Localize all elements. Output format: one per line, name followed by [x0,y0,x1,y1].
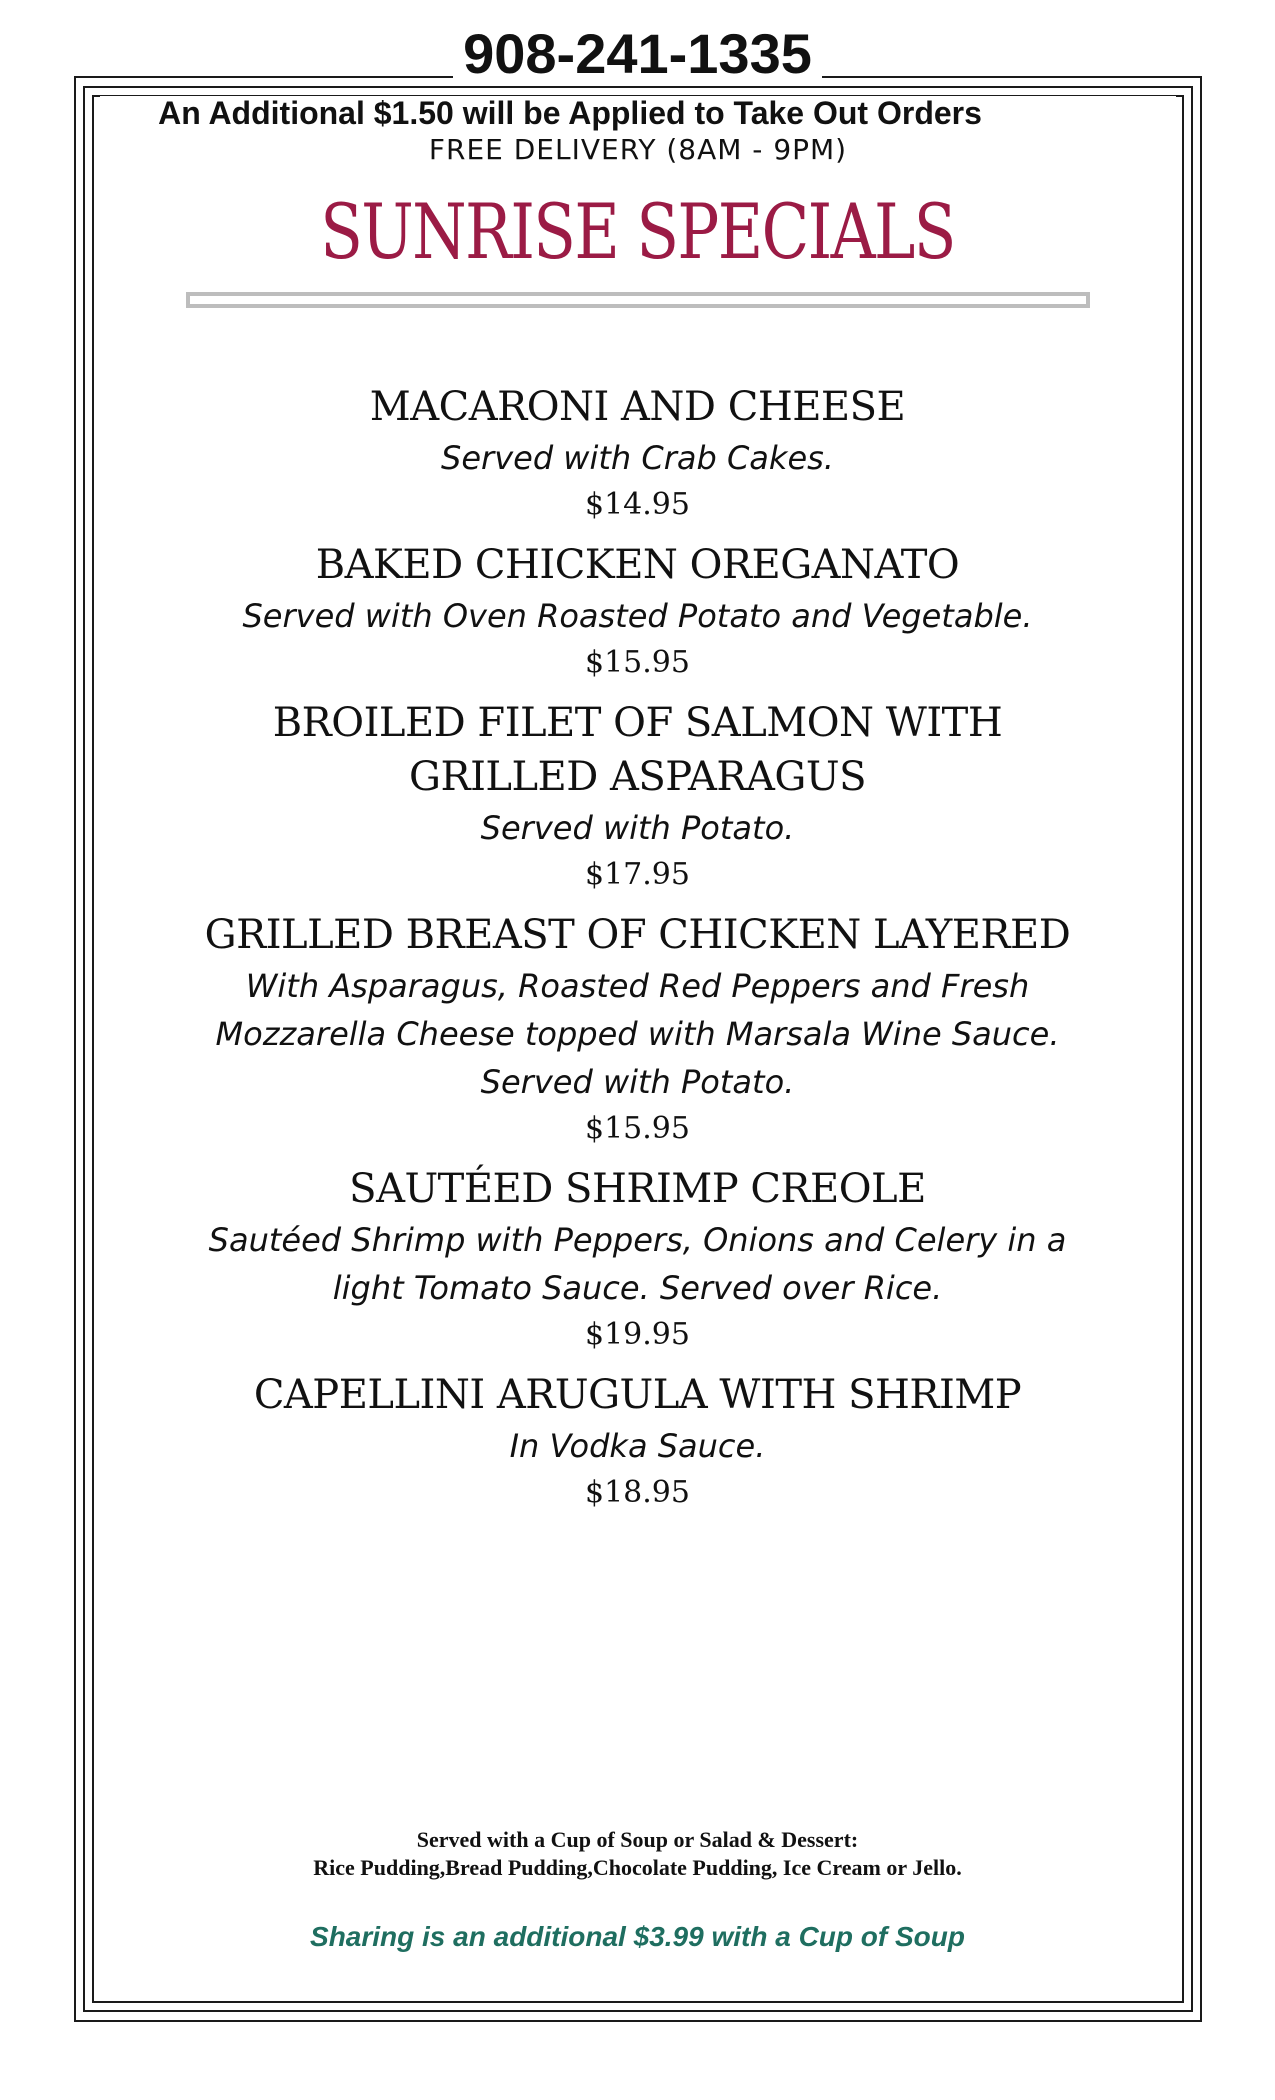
item-name: BROILED FILET OF SALMON WITH GRILLED ASPARAGUS [272,700,1003,800]
item-price: $17.95 [585,857,690,892]
served-line-1: Served with a Cup of Soup or Salad & Dessert: [416,1827,859,1852]
item-description: Served with Potato. [480,1063,795,1101]
phone-text: 908-241-1335 [453,22,822,85]
item-name: SAUTÉED SHRIMP CREOLE [349,1166,926,1212]
phone-number [0,22,1275,86]
item-description: Mozzarella Cheese topped with Marsala Wine Sauce. [215,1015,1060,1053]
item-name: BAKED CHICKEN OREGANATO [315,542,960,588]
item-price: $15.95 [585,1111,690,1146]
served-with-note [0,1826,1275,1882]
menu-item [180,1162,1095,1358]
item-name: CAPELLINI ARUGULA WITH SHRIMP [253,1372,1022,1418]
item-price: $19.95 [585,1317,690,1352]
menu-item [180,1368,1095,1516]
title-divider [186,292,1090,308]
sharing-note: Sharing is an additional $3.99 with a Cup of Soup [310,1921,965,1952]
delivery-notice: FREE DELIVERY (8AM - 9PM) [428,133,848,166]
item-description: Served with Potato. [480,809,795,847]
item-name: MACARONI AND CHEESE [369,384,906,430]
item-description: Served with Crab Cakes. [441,439,834,477]
item-name: GRILLED BREAST OF CHICKEN LAYERED [204,912,1071,958]
takeout-notice: An Additional $1.50 will be Applied to Take Out Orders [158,95,982,131]
item-description: In Vodka Sauce. [509,1427,766,1465]
page-title: SUNRISE SPECIALS [320,187,955,276]
menu-item [180,538,1095,686]
served-line-2: Rice Pudding,Bread Pudding,Chocolate Pudding, Ice Cream or Jello. [313,1855,962,1880]
menu-item [180,696,1095,898]
item-description: Sautéed Shrimp with Peppers, Onions and Celery in a [208,1221,1067,1259]
header-notices [100,96,1176,170]
item-description: Served with Oven Roasted Potato and Vegetable. [242,597,1033,635]
item-price: $18.95 [585,1475,690,1510]
menu-list [180,380,1095,1526]
item-description: With Asparagus, Roasted Red Peppers and Fresh [245,967,1030,1005]
item-price: $15.95 [585,645,690,680]
menu-item [180,380,1095,528]
menu-item [180,908,1095,1152]
item-price: $14.95 [585,487,690,522]
item-description: light Tomato Sauce. Served over Rice. [332,1269,943,1307]
